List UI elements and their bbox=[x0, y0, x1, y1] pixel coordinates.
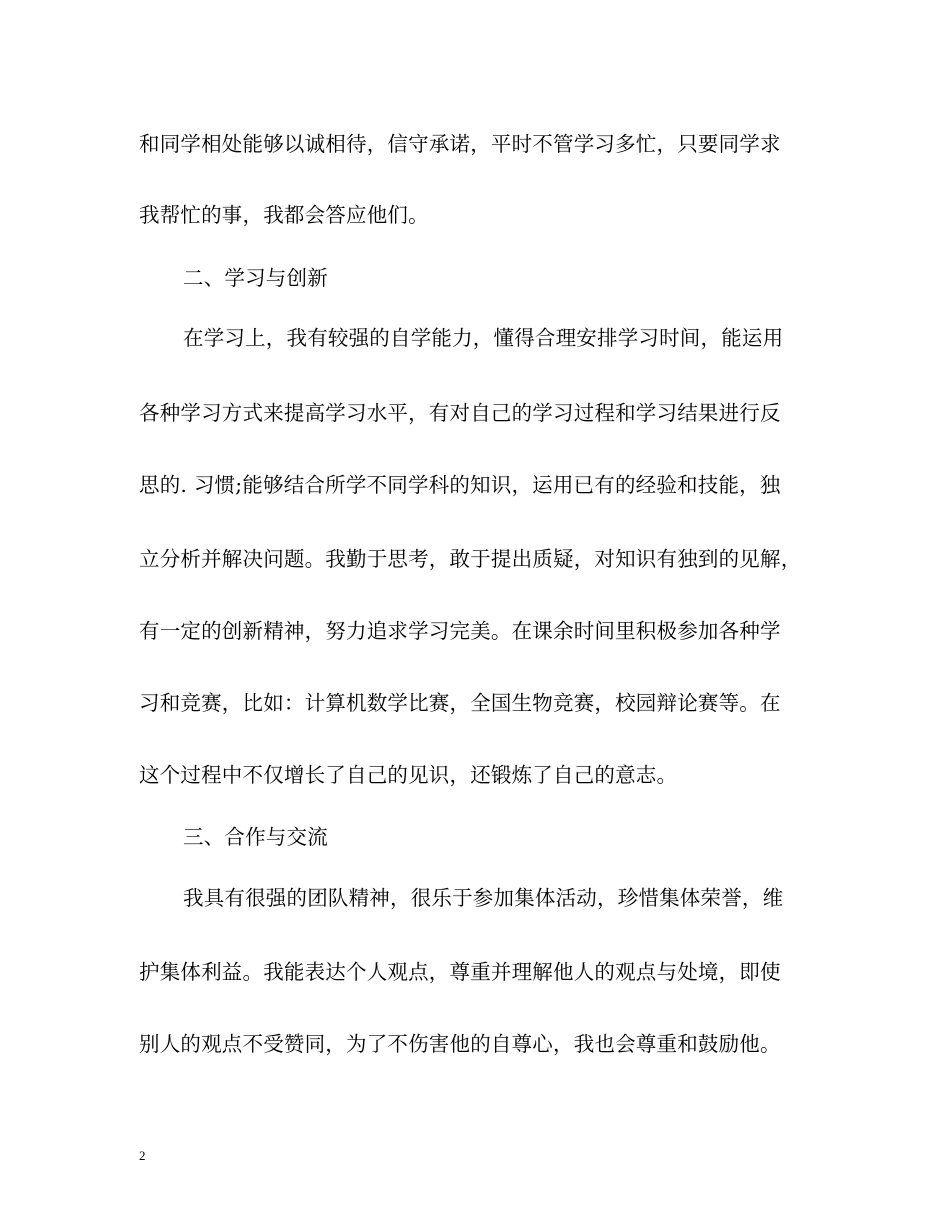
paragraph-line: 有一定的创新精神，努力追求学习完美。在课余时间里积极参加各种学 bbox=[139, 619, 781, 643]
paragraph-line: 护集体利益。我能表达个人观点，尊重并理解他人的观点与处境，即使 bbox=[139, 960, 781, 984]
page-number: 2 bbox=[139, 1148, 146, 1163]
paragraph-line: 我帮忙的事，我都会答应他们。 bbox=[139, 203, 429, 227]
section-heading: 三、合作与交流 bbox=[183, 825, 328, 849]
paragraph-line: 和同学相处能够以诚相待，信守承诺，平时不管学习多忙，只要同学求 bbox=[139, 132, 781, 156]
section-heading: 二、学习与创新 bbox=[183, 266, 328, 290]
paragraph-line: 立分析并解决问题。我勤于思考，敢于提出质疑，对知识有独到的见解， bbox=[139, 547, 802, 571]
paragraph-line: 在学习上，我有较强的自学能力，懂得合理安排学习时间，能运用 bbox=[183, 326, 784, 350]
paragraph-line: 各种学习方式来提高学习水平，有对自己的学习过程和学习结果进行反 bbox=[139, 401, 781, 425]
paragraph-line: 别人的观点不受赞同，为了不伤害他的自尊心，我也会尊重和鼓励他。 bbox=[139, 1032, 781, 1056]
paragraph-line: 这个过程中不仅增长了自己的见识，还锻炼了自己的意志。 bbox=[139, 763, 678, 787]
paragraph-line: 我具有很强的团队精神，很乐于参加集体活动，珍惜集体荣誉，维 bbox=[183, 886, 784, 910]
paragraph-line: 习和竞赛，比如：计算机数学比赛，全国生物竞赛，校园辩论赛等。在 bbox=[139, 691, 781, 715]
paragraph-line: 思的. 习惯;能够结合所学不同学科的知识，运用已有的经验和技能，独 bbox=[139, 473, 781, 497]
